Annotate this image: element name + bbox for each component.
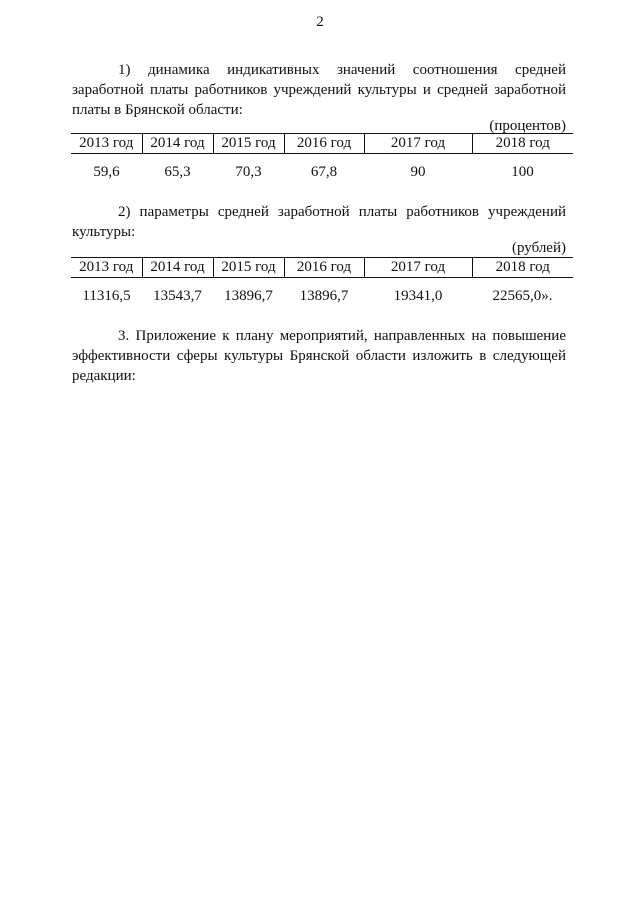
table1-units: (процентов) [489,118,566,134]
table-cell: 13543,7 [153,288,202,304]
table-cell: 19341,0 [393,288,443,304]
page-number: 2 [316,14,324,30]
column-header: 2015 год [213,258,284,278]
table-cell: 90 [410,164,426,180]
table-cell: 67,8 [310,164,338,180]
paragraph-appendix-amendment: 3. Приложение к плану мероприятий, направленных на повышение эффективности сферы культуры Брянской области изложить в следующей редакции: [72,328,566,384]
column-header: 2014 год [142,134,213,154]
table-cell: 11316,5 [82,288,131,304]
table2-units: (рублей) [511,240,566,256]
column-header: 2013 год [71,134,142,154]
column-header: 2016 год [284,134,364,154]
paragraph-salary-parameters: 2) параметры средней заработной платы работников учреждений культуры: [72,204,566,240]
table-row [71,154,573,191]
table-cell: 70,3 [235,164,262,180]
table-cell: 100 [511,164,534,180]
table-header-row [71,134,573,154]
column-header: 2016 год [284,258,364,278]
table-cell: 13896,7 [299,288,349,304]
column-header: 2014 год [142,258,213,278]
column-header: 2017 год [364,258,472,278]
column-header: 2017 год [364,134,472,154]
salary-ratio-table [71,133,573,190]
table-header-row [71,258,573,278]
column-header: 2018 год [472,258,573,278]
table-cell: 65,3 [164,164,191,180]
table-cell: 13896,7 [224,288,273,304]
column-header: 2018 год [472,134,573,154]
average-salary-table [71,257,573,314]
table-row [71,278,573,315]
table-cell: 59,6 [93,164,120,180]
column-header: 2013 год [71,258,142,278]
column-header: 2015 год [213,134,284,154]
table-cell: 22565,0». [492,288,553,304]
paragraph-salary-ratio-dynamics: 1) динамика индикативных значений соотношения средней заработной платы работников учреждений культуры и средней заработной платы в Брянской области: [72,62,566,118]
